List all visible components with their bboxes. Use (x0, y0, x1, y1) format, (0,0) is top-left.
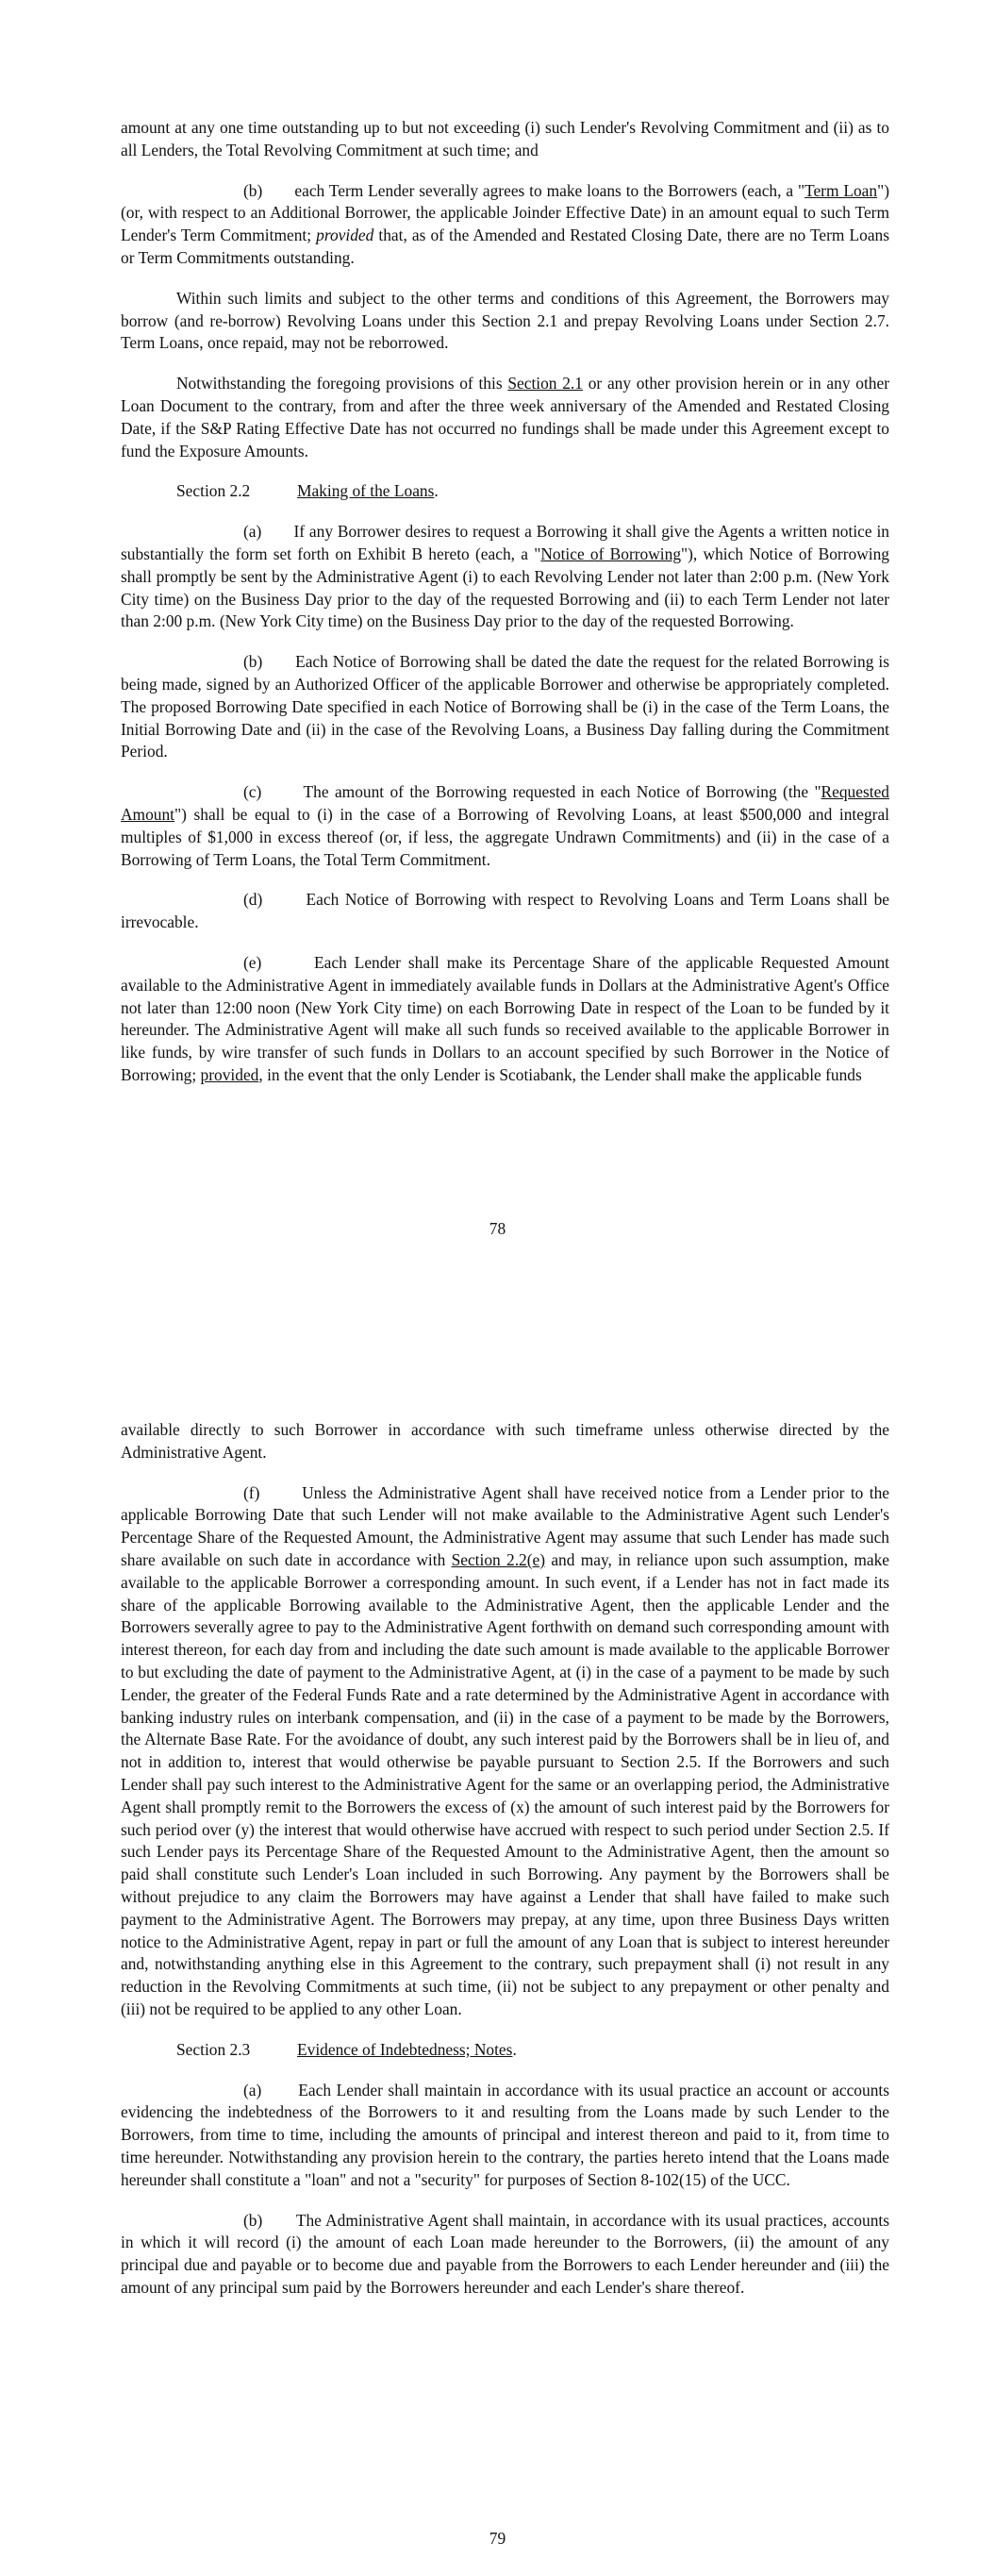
paragraph-2-2-f: (f) Unless the Administrative Agent shall have received notice from a Lender prior to the applicable Borrowing Date that such Lender will not make available to the Administrative Agent such Lender's Percentage Share of the Requested Amount, the Administrative Agent may assume that such Lender has made such share available on such date in accordance with Section 2.2(e) and may, in reliance upon such assumption, make available to the applicable Borrower a corresponding amount. In such event, if a Lender has not in fact made its share of the applicable Borrowing available to the Administrative Agent, then the applicable Lender and the Borrowers severally agree to pay to the Administrative Agent forthwith on demand such corresponding amount with interest thereon, for each day from and including the date such amount is made available to the applicable Borrower to but excluding the date of payment to the Administrative Agent, at (i) in the case of a payment to be made by such Lender, the greater of the Federal Funds Rate and a rate determined by the Administrative Agent in accordance with banking industry rules on interbank compensation, and (ii) in the case of a payment to be made by the Borrowers, the Alternate Base Rate. For the avoidance of doubt, any such interest paid by the Borrowers shall be in lieu of, and not in addition to, interest that would otherwise be payable pursuant to Section 2.5. If the Borrowers and such Lender shall pay such interest to the Administrative Agent for the same or an overlapping period, the Administrative Agent shall promptly remit to the Borrowers the excess of (x) the amount of such interest paid by the Borrowers for such period over (y) the interest that would otherwise have accrued with respect to such period under Section 2.5. If such Lender pays its Percentage Share of the Requested Amount to the Administrative Agent, then the amount so paid shall constitute such Lender's Loan included in such Borrowing. Any payment by the Borrowers shall be without prejudice to any claim the Borrowers may have against a Lender that shall have failed to make such payment to the Administrative Agent. The Borrowers may prepay, at any time, upon three Business Days written notice to the Administrative Agent, repay in part or full the amount of any Loan that is subject to interest hereunder and, notwithstanding anything else in this Agreement to the contrary, such prepayment shall (i) not result in any reduction in the Revolving Commitments at such time, (ii) not be subject to any prepayment or other penalty and (iii) not be required to be applied to any other Loan. (121, 1482, 889, 2018)
paragraph-label: (c) (243, 782, 262, 802)
paragraph-label: (b) (243, 652, 263, 672)
section-reference-2-2-e[interactable]: Section 2.2(e) (451, 1549, 546, 1569)
section-heading-2-3: Section 2.3 Evidence of Indebtedness; Notes. (121, 2039, 889, 2062)
paragraph-2-2-d: (d) Each Notice of Borrowing with respect to Revolving Loans and Term Loans shall be irrevocable. (121, 890, 889, 932)
defined-term-term-loan: Term Loan (804, 180, 878, 200)
section-number: Section 2.2 (176, 481, 251, 501)
paragraph-label: (f) (243, 1482, 260, 1502)
section-number: Section 2.3 (176, 2039, 251, 2059)
page-number: 78 (489, 1219, 506, 1238)
paragraph-2-2-e: (e) Each Lender shall make its Percentage Share of the applicable Requested Amount available to the Administrative Agent in immediately available funds in Dollars at the Administrative Agent's Office not later than 12:00 noon (New York City time) on each Borrowing Date in respect of the Loan to be funded by it hereunder. The Administrative Agent will make all such funds so received available to the applicable Borrower in like funds, by wire transfer of such funds in Dollars to an account specified by such Borrower in the Notice of Borrowing; provided, in the event that the only Lender is Scotiabank, the Lender shall make the applicable funds (121, 952, 889, 1084)
paragraph-2-3-a: (a) Each Lender shall maintain in accordance with its usual practice an account or accounts evidencing the indebtedness of the Borrowers to it and resulting from the Loans made by such Lender to the Borrowers, from time to time, including the amounts of principal and interest thereon and paid to it, from time to time hereunder. Notwithstanding any provision herein to the contrary, the parties hereto intend that the Loans made hereunder shall constitute a "loan" and not a "security" for purposes of Section 8-102(15) of the UCC. (121, 2080, 889, 2189)
page-number: 79 (489, 2529, 506, 2548)
page-body (121, 117, 889, 1105)
section-title: Making of the Loans (297, 481, 435, 501)
underlined-provided: provided (200, 1064, 259, 1084)
section-reference-2-1[interactable]: Section 2.1 (507, 374, 583, 393)
italic-provided: provided (316, 226, 374, 245)
paragraph-2-2-a: (a) If any Borrower desires to request a Borrowing it shall give the Agents a written notice in substantially the form set forth on Exhibit B hereto (each, a "Notice of Borrowing"), which Notice of Borrowing shall promptly be sent by the Administrative Agent (i) to each Revolving Lender not later than 2:00 p.m. (New York City time) on the Business Day prior to the day of the requested Borrowing and (ii) to each Term Lender not later than 2:00 p.m. (New York City time) on the Business Day prior to the day of the requested Borrowing. (121, 522, 889, 631)
section-heading-2-2: Section 2.2 Making of the Loans. (121, 480, 889, 503)
page-78 (0, 0, 995, 1274)
notwithstanding-paragraph: Notwithstanding the foregoing provisions of this Section 2.1 or any other provision herein or in any other Loan Document to the contrary, from and after the three week anniversary of the Amended and Restated Closing Date, if the S&P Rating Effective Date has not occurred no fundings shall be made under this Agreement except to fund the Exposure Amounts. (121, 374, 889, 460)
defined-term-requested-amount: Requested Amount (121, 782, 889, 824)
continuation-paragraph: amount at any one time outstanding up to but not exceeding (i) such Lender's Revolving Commitment and (ii) as to all Lenders, the Total Revolving Commitment at such time; and (121, 118, 889, 159)
paragraph-label: (d) (243, 890, 263, 910)
paragraph-2-2-c: (c) The amount of the Borrowing requested in each Notice of Borrowing (the "Requested Amount") shall be equal to (i) in the case of a Borrowing of Revolving Loans, at least $500,000 and integral multiples of $1,000 in excess thereof (or, if less, the aggregate Undrawn Commitments) and (ii) in the case of a Borrowing of Term Loans, the Total Term Commitment. (121, 782, 889, 869)
page-79 (0, 1274, 995, 2576)
section-title: Evidence of Indebtedness; Notes (297, 2039, 513, 2059)
paragraph-2-2-b: (b) Each Notice of Borrowing shall be dated the date the request for the related Borrowing is being made, signed by an Authorized Officer of the applicable Borrower and otherwise be appropriately completed. The proposed Borrowing Date specified in each Notice of Borrowing shall be (i) in the case of the Term Loans, the Initial Borrowing Date and (ii) in the case of the Revolving Loans, a Business Day falling during the Commitment Period. (121, 652, 889, 761)
paragraph-2-3-b: (b) The Administrative Agent shall maintain, in accordance with its usual practices, accounts in which it will record (i) the amount of each Loan made hereunder to the Borrowers, (ii) the amount of any principal due and payable or to become due and payable from the Borrowers to each Lender hereunder and (iii) the amount of any principal sum paid by the Borrowers hereunder and each Lender's share thereof. (121, 2210, 889, 2297)
paragraph-label: (a) (243, 522, 262, 542)
paragraph-label: (b) (243, 180, 263, 200)
within-limits-paragraph: Within such limits and subject to the other terms and conditions of this Agreement, the Borrowers may borrow (and re-borrow) Revolving Loans under this Section 2.1 and prepay Revolving Loans under Section 2.7. Term Loans, once repaid, may not be reborrowed. (121, 288, 889, 353)
paragraph-label: (e) (243, 952, 262, 972)
defined-term-notice-of-borrowing: Notice of Borrowing (540, 544, 682, 563)
paragraph-2-1-b: (b) each Term Lender severally agrees to make loans to the Borrowers (each, a "Term Loan") (or, with respect to an Additional Borrower, the applicable Joinder Effective Date) in an amount equal to such Term Lender's Term Commitment; provided that, as of the Amended and Restated Closing Date, there are no Term Loans or Term Commitments outstanding. (121, 180, 890, 267)
paragraph-label: (b) (243, 2210, 263, 2230)
page-body (121, 1419, 889, 2317)
paragraph-label: (a) (243, 2080, 262, 2099)
continuation-paragraph: available directly to such Borrower in accordance with such timeframe unless otherwise directed by the Administrative Agent. (121, 1420, 889, 1462)
